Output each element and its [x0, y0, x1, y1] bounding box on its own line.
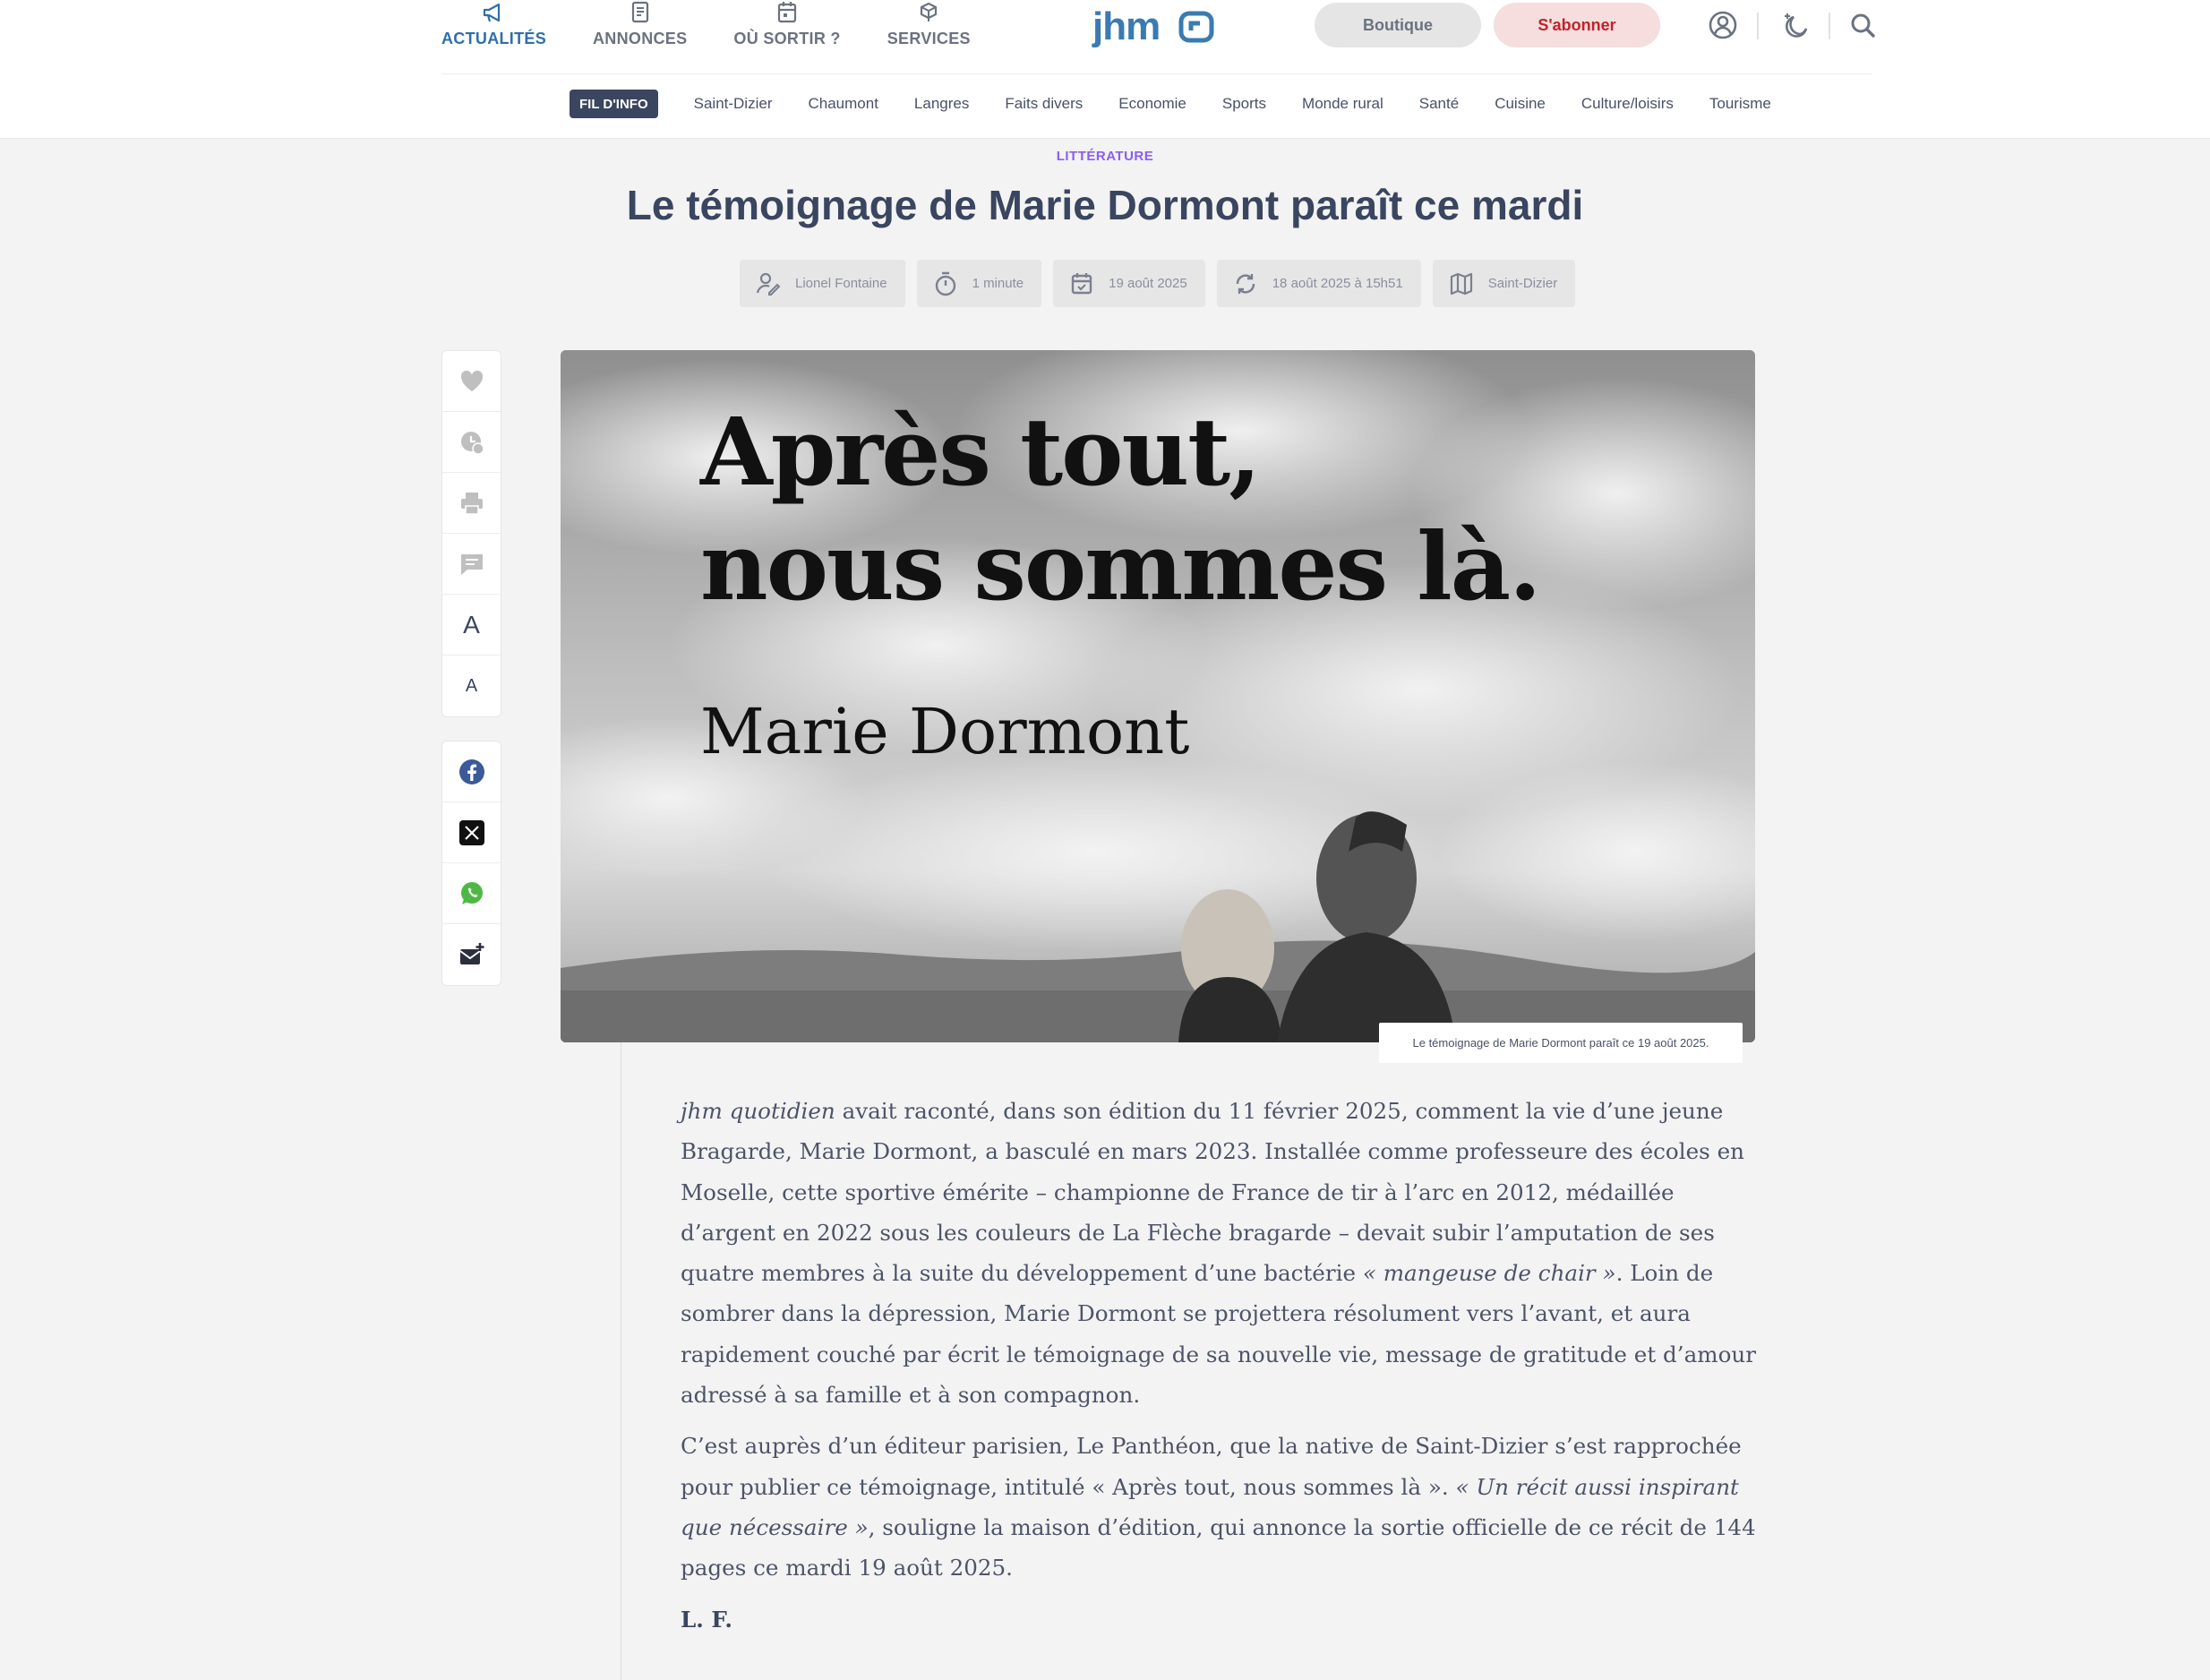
facebook-icon	[458, 759, 485, 785]
header-divider	[1757, 13, 1759, 39]
paragraph-2	[681, 1426, 1760, 1588]
meta-location-text: Saint-Dizier	[1487, 276, 1558, 291]
share-email-button[interactable]	[442, 924, 501, 985]
nav-ou-sortir[interactable]	[733, 0, 840, 63]
author-signature: L. F.	[681, 1606, 732, 1633]
nav-services-label: SERVICES	[887, 30, 971, 47]
x-icon	[458, 819, 485, 846]
paragraph-1-quote: « mangeuse de chair »	[1362, 1260, 1616, 1287]
paragraph-1-text-b: . Loin de sombrer dans la dépression, Marie Dormont se projettera résolument vers l’avant, et aura rapidement couché par écrit le témoignage de sa nouvelle vie, message de gratitude et d’amour adressé à sa famille et à son compagnon.	[681, 1260, 1756, 1409]
meta-location[interactable]	[1433, 260, 1576, 307]
hand-service-icon	[915, 1, 942, 24]
article-image[interactable]	[561, 350, 1755, 1042]
clock-heart-icon	[458, 429, 485, 456]
meta-reading-time-text: 1 minute	[972, 276, 1024, 291]
header-divider-2	[1829, 13, 1830, 39]
section-sports[interactable]: Sports	[1221, 95, 1267, 112]
article-category[interactable]: LITTÉRATURE	[1056, 149, 1154, 164]
logo-text: jhm	[1092, 4, 1161, 48]
refresh-icon	[1233, 271, 1258, 296]
whatsapp-icon	[458, 880, 485, 907]
boutique-button[interactable]: Boutique	[1315, 3, 1481, 47]
paragraph-2-text-a: C’est auprès d’un éditeur parisien, Le Panthéon, que la native de Saint-Dizier s’est rapprochée pour publier ce témoignage, intitulé « Après tout, nous sommes là ».	[681, 1433, 1742, 1500]
article-body	[681, 1091, 1760, 1650]
map-icon	[1449, 271, 1474, 296]
comment-icon	[458, 551, 485, 578]
top-nav	[441, 0, 971, 63]
megaphone-icon	[481, 1, 508, 24]
logo-mark-icon	[1178, 11, 1214, 43]
newspaper-icon	[627, 1, 654, 24]
fil-info-badge[interactable]: FIL D'INFO	[570, 90, 658, 118]
subscribe-button[interactable]: S'abonner	[1494, 3, 1660, 47]
site-logo[interactable]	[1092, 5, 1222, 48]
heart-icon	[458, 368, 485, 395]
calendar-check-icon	[1069, 271, 1094, 296]
like-button[interactable]	[442, 351, 501, 412]
paragraph-1	[681, 1091, 1760, 1415]
image-title-line2: nous sommes là.	[700, 511, 1540, 621]
search-icon	[1849, 12, 1876, 39]
nav-services[interactable]	[887, 0, 971, 63]
moon-icon	[1781, 10, 1812, 40]
nav-annonces[interactable]	[593, 0, 687, 63]
print-button[interactable]	[442, 473, 501, 534]
image-caption: Le témoignage de Marie Dormont paraît ce 19 août 2025.	[1379, 1023, 1743, 1063]
meta-updated	[1217, 260, 1421, 307]
section-economie[interactable]: Economie	[1118, 95, 1186, 112]
nav-annonces-label: ANNONCES	[593, 30, 688, 47]
printer-icon	[458, 490, 485, 517]
paragraph-1-text-a: avait raconté, dans son édition du 11 février 2025, comment la vie d’une jeune Bragarde, Marie Dormont, a basculé en mars 2023. Installée comme professeure des écoles en Moselle, cette sportive émérite – championne de France de tir à l’arc en 2012, médaillée d’argent en 2022 sous les couleurs de La Flèche bragarde – devait subir l’amputation de ses quatre membres à la suite du développement d’une bactérie	[681, 1098, 1744, 1287]
account-button[interactable]	[1707, 9, 1739, 41]
section-chaumont[interactable]: Chaumont	[808, 95, 878, 112]
user-icon	[1708, 10, 1738, 40]
section-culture-loisirs[interactable]: Culture/loisirs	[1580, 95, 1674, 112]
share-whatsapp-button[interactable]	[442, 863, 501, 924]
nav-actualites-label: ACTUALITÉS	[441, 30, 546, 47]
meta-updated-text: 18 août 2025 à 15h51	[1272, 276, 1403, 291]
comments-button[interactable]	[442, 534, 501, 595]
meta-author-text: Lionel Fontaine	[795, 276, 887, 291]
section-nav	[570, 90, 1807, 118]
share-x-button[interactable]	[442, 802, 501, 863]
section-monde-rural[interactable]: Monde rural	[1302, 95, 1383, 112]
publication-name: jhm quotidien	[681, 1098, 835, 1124]
meta-date	[1053, 260, 1205, 307]
meta-author[interactable]	[740, 260, 905, 307]
section-saint-dizier[interactable]: Saint-Dizier	[693, 95, 773, 112]
calendar-icon	[774, 1, 801, 24]
font-increase-button[interactable]: A	[442, 595, 501, 656]
share-facebook-button[interactable]	[442, 741, 501, 802]
section-cuisine[interactable]: Cuisine	[1495, 95, 1546, 112]
section-tourisme[interactable]: Tourisme	[1709, 95, 1771, 112]
nav-actualites[interactable]	[441, 0, 546, 63]
article-tools	[441, 350, 501, 717]
author-icon	[756, 271, 781, 296]
save-later-button[interactable]	[442, 412, 501, 473]
image-title-line1: Après tout,	[700, 397, 1260, 507]
font-decrease-button[interactable]: A	[465, 675, 478, 696]
article-title: Le témoignage de Marie Dormont paraît ce mardi	[626, 182, 1584, 228]
meta-date-text: 19 août 2025	[1109, 276, 1187, 291]
image-author: Marie Dormont	[700, 695, 1190, 768]
stopwatch-icon	[933, 271, 958, 296]
search-button[interactable]	[1846, 9, 1879, 41]
header-separator	[441, 73, 1872, 74]
article-meta	[740, 260, 1575, 307]
section-langres[interactable]: Langres	[913, 95, 970, 112]
nav-ou-sortir-label: OÙ SORTIR ?	[733, 30, 841, 47]
email-plus-icon	[458, 941, 485, 968]
paragraph-2-text-b: , souligne la maison d’édition, qui annonce la sortie officielle de ce récit de 144 pages ce mardi 19 août 2025.	[681, 1513, 1756, 1581]
site-header	[0, 0, 2210, 139]
section-sante[interactable]: Santé	[1418, 95, 1460, 112]
section-faits-divers[interactable]: Faits divers	[1005, 95, 1084, 112]
paragraph-2-quote: « Un récit aussi inspirant que nécessaire »	[681, 1473, 1739, 1540]
dark-mode-toggle[interactable]	[1780, 9, 1812, 41]
share-tools	[441, 741, 501, 986]
meta-reading-time	[917, 260, 1042, 307]
